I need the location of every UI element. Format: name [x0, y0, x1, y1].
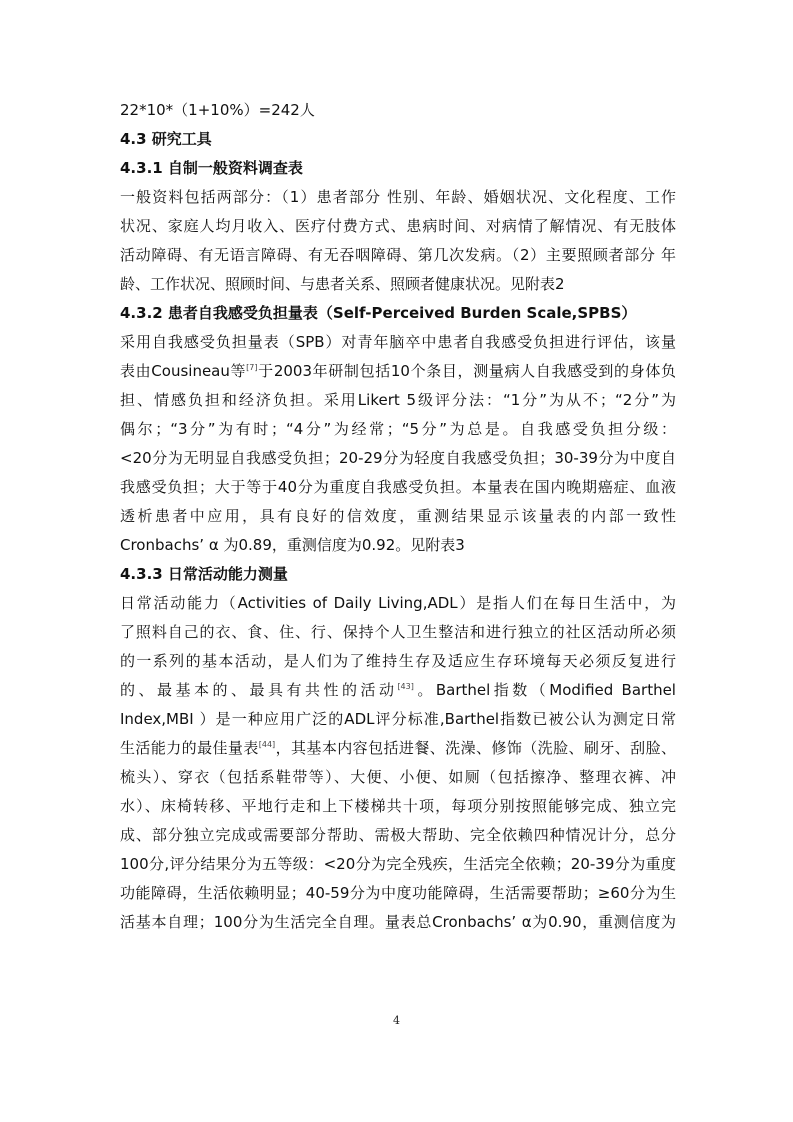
text-line: 了照料自己的衣、食、住、行、保持个人卫生整洁和进行独立的社区活动所必须	[120, 623, 676, 641]
text-line	[120, 357, 676, 386]
text-line: 的一系列的基本活动，是人们为了维持生存及适应生存环境每天必须反复进行	[120, 652, 676, 670]
page-number: 4	[393, 1014, 400, 1027]
text-line	[120, 734, 676, 763]
text-line: 22*10*（1+10%）=242人	[120, 101, 315, 119]
text-line: 一般资料包括两部分：（1）患者部分 性别、年龄、婚姻状况、文化程度、工作	[120, 188, 676, 206]
section-heading: 4.3.2 患者自我感受负担量表（Self-Perceived Burden Scale,SPBS）	[120, 304, 637, 322]
text-line: 水）、床椅转移、平地行走和上下楼梯共十项，每项分别按照能够完成、独立完	[120, 797, 676, 815]
text-span: 。Barthel指数（Modified Barthel	[413, 681, 676, 699]
text-line: 活动障碍、有无语言障碍、有无吞咽障碍、第几次发病。（2）主要照顾者部分 年	[120, 246, 676, 264]
text-line: 成、部分独立完成或需要部分帮助、需极大帮助、完全依赖四种情况计分，总分	[120, 826, 676, 844]
text-line: 日常活动能力（Activities of Daily Living,ADL）是指人们在每日生活中，为	[120, 594, 676, 612]
text-line	[120, 676, 676, 705]
text-line: 我感受负担；大于等于40分为重度自我感受负担。本量表在国内晚期癌症、血液	[120, 478, 676, 496]
text-line: Index,MBI ）是一种应用广泛的ADL评分标准,Barthel指数已被公认为测定日常	[120, 710, 676, 728]
text-span: ，其基本内容包括进餐、洗澡、修饰（洗脸、刷牙、刮脸、	[275, 739, 676, 757]
section-heading: 4.3 研究工具	[120, 130, 212, 148]
text-line: Cronbachs’ α 为0.89，重测信度为0.92。见附表3	[120, 536, 465, 554]
text-line: 状况、家庭人均月收入、医疗付费方式、患病时间、对病情了解情况、有无肢体	[120, 217, 676, 235]
citation-ref: [7]	[246, 363, 258, 372]
citation-ref: [44]	[258, 740, 276, 749]
text-span: 表由Cousineau等	[120, 362, 247, 380]
text-line: 100分,评分结果分为五等级：<20分为完全残疾，生活完全依赖；20-39分为重度	[120, 855, 676, 873]
text-line: <20分为无明显自我感受负担；20-29分为轻度自我感受负担；30-39分为中度自	[120, 449, 676, 467]
text-line: 梳头）、穿衣（包括系鞋带等）、大便、小便、如厕（包括擦净、整理衣裤、冲	[120, 768, 676, 786]
citation-ref: [43]	[397, 682, 414, 691]
text-line: 担、情感负担和经济负担。采用Likert 5级评分法：“1分”为从不；“2分”为	[120, 391, 676, 409]
section-heading: 4.3.1 自制一般资料调查表	[120, 159, 303, 177]
text-line: 偶尔；“3分”为有时；“4分”为经常；“5分”为总是。自我感受负担分级：	[120, 420, 676, 438]
text-span: 于2003年研制包括10个条目，测量病人自我感受到的身体负	[257, 362, 676, 380]
text-line: 采用自我感受负担量表（SPB）对青年脑卒中患者自我感受负担进行评估，该量	[120, 333, 676, 351]
text-line: 龄、工作状况、照顾时间、与患者关系、照顾者健康状况。见附表2	[120, 275, 565, 293]
body-text	[120, 96, 676, 937]
text-line: 功能障碍，生活依赖明显；40-59分为中度功能障碍，生活需要帮助；≥60分为生	[120, 884, 676, 902]
section-heading: 4.3.3 日常活动能力测量	[120, 565, 288, 583]
text-line: 活基本自理；100分为生活完全自理。量表总Cronbachs’ α为0.90，重测信度为	[120, 913, 676, 931]
text-line: 透析患者中应用，具有良好的信效度，重测结果显示该量表的内部一致性	[120, 507, 676, 525]
text-span: 生活能力的最佳量表	[120, 739, 259, 757]
text-span: 的、最基本的、最具有共性的活动	[120, 681, 398, 699]
